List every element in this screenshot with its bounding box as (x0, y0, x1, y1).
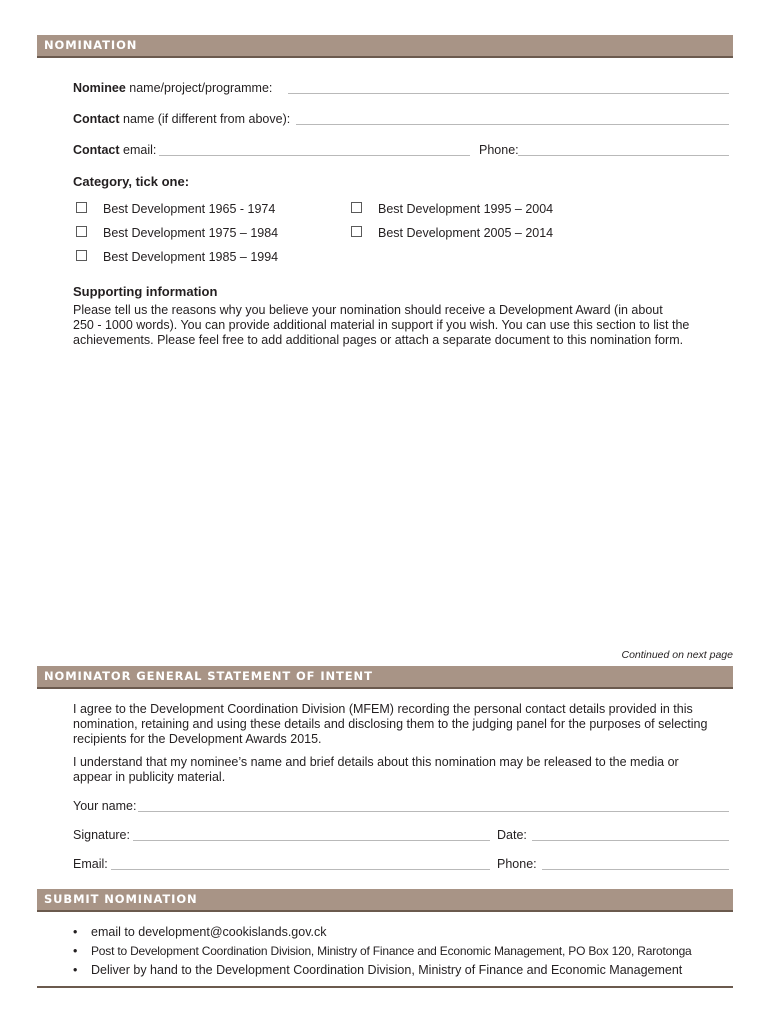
supporting-information-field[interactable] (73, 355, 733, 640)
phone-label: Phone: (497, 857, 537, 871)
bullet-icon: • (73, 925, 78, 939)
statement-section-header (37, 666, 733, 689)
category-checkbox-1965[interactable] (76, 202, 87, 213)
submit-option-text: Post to Development Coordination Division, Ministry of Finance and Economic Management, PO Box 120, Rarotonga (91, 944, 692, 958)
email-label: Email: (73, 857, 108, 871)
bottom-divider (37, 986, 733, 988)
category-heading: Category, tick one: (73, 174, 190, 189)
your-name-field[interactable] (138, 798, 729, 812)
contact-email-field[interactable] (159, 142, 470, 156)
supporting-heading: Supporting information (73, 284, 218, 299)
contact-email-label-rest: email: (119, 143, 157, 157)
statement-para2-line-1: I understand that my nominee’s name and brief details about this nomination may be released to the media or (73, 755, 679, 769)
signature-label: Signature: (73, 828, 130, 842)
email-field[interactable] (111, 856, 490, 870)
contact-name-label-rest: name (if different from above): (119, 112, 291, 126)
phone-field[interactable] (542, 856, 729, 870)
contact-phone-label: Phone: (479, 143, 519, 157)
submit-option-text: email to development@cookislands.gov.ck (91, 925, 327, 939)
statement-para1-line-2: nomination, retaining and using these details and disclosing them to the judging panel for the purposes of selecting (73, 717, 708, 731)
submit-option-text: Deliver by hand to the Development Coordination Division, Ministry of Finance and Economic Management (91, 963, 683, 977)
nominee-label-bold: Nominee (73, 81, 126, 95)
statement-para2-line-2: appear in publicity material. (73, 770, 226, 784)
category-label-1965: Best Development 1965 - 1974 (103, 202, 276, 216)
section-title: NOMINATION (44, 38, 138, 52)
category-checkbox-1975[interactable] (76, 226, 87, 237)
contact-email-label (73, 143, 156, 157)
supporting-text-line-3: achievements. Please feel free to add additional pages or attach a separate document to this nomination form. (73, 333, 684, 347)
contact-email-label-bold: Contact (73, 143, 120, 157)
bullet-icon: • (73, 944, 78, 958)
category-checkbox-2005[interactable] (351, 226, 362, 237)
contact-name-field[interactable] (296, 111, 729, 125)
nominee-label (73, 81, 272, 95)
submit-section-header (37, 889, 733, 912)
category-label-1975: Best Development 1975 – 1984 (103, 226, 279, 240)
supporting-text-line-2: 250 - 1000 words). You can provide additional material in support if you wish. You can use this section to list the (73, 318, 690, 332)
signature-field[interactable] (133, 827, 490, 841)
category-checkbox-1995[interactable] (351, 202, 362, 213)
category-label-1995: Best Development 1995 – 2004 (378, 202, 554, 216)
your-name-label: Your name: (73, 799, 137, 813)
contact-name-label-bold: Contact (73, 112, 120, 126)
bullet-icon: • (73, 963, 78, 977)
date-field[interactable] (532, 827, 729, 841)
nominee-name-field[interactable] (288, 80, 729, 94)
contact-phone-field[interactable] (518, 142, 729, 156)
statement-para1-line-1: I agree to the Development Coordination Division (MFEM) recording the personal contact details provided in this (73, 702, 693, 716)
continued-note: Continued on next page (621, 649, 733, 661)
category-label-1985: Best Development 1985 – 1994 (103, 250, 279, 264)
category-label-2005: Best Development 2005 – 2014 (378, 226, 554, 240)
section-title: NOMINATOR GENERAL STATEMENT OF INTENT (44, 669, 373, 683)
nominee-label-rest: name/project/programme: (125, 81, 273, 95)
section-title: SUBMIT NOMINATION (44, 892, 198, 906)
date-label: Date: (497, 828, 527, 842)
nomination-section-header (37, 35, 733, 58)
statement-para1-line-3: recipients for the Development Awards 2015. (73, 732, 322, 746)
contact-name-label (73, 112, 290, 126)
supporting-text-line-1: Please tell us the reasons why you believe your nomination should receive a Development Award (in about (73, 303, 663, 317)
category-checkbox-1985[interactable] (76, 250, 87, 261)
